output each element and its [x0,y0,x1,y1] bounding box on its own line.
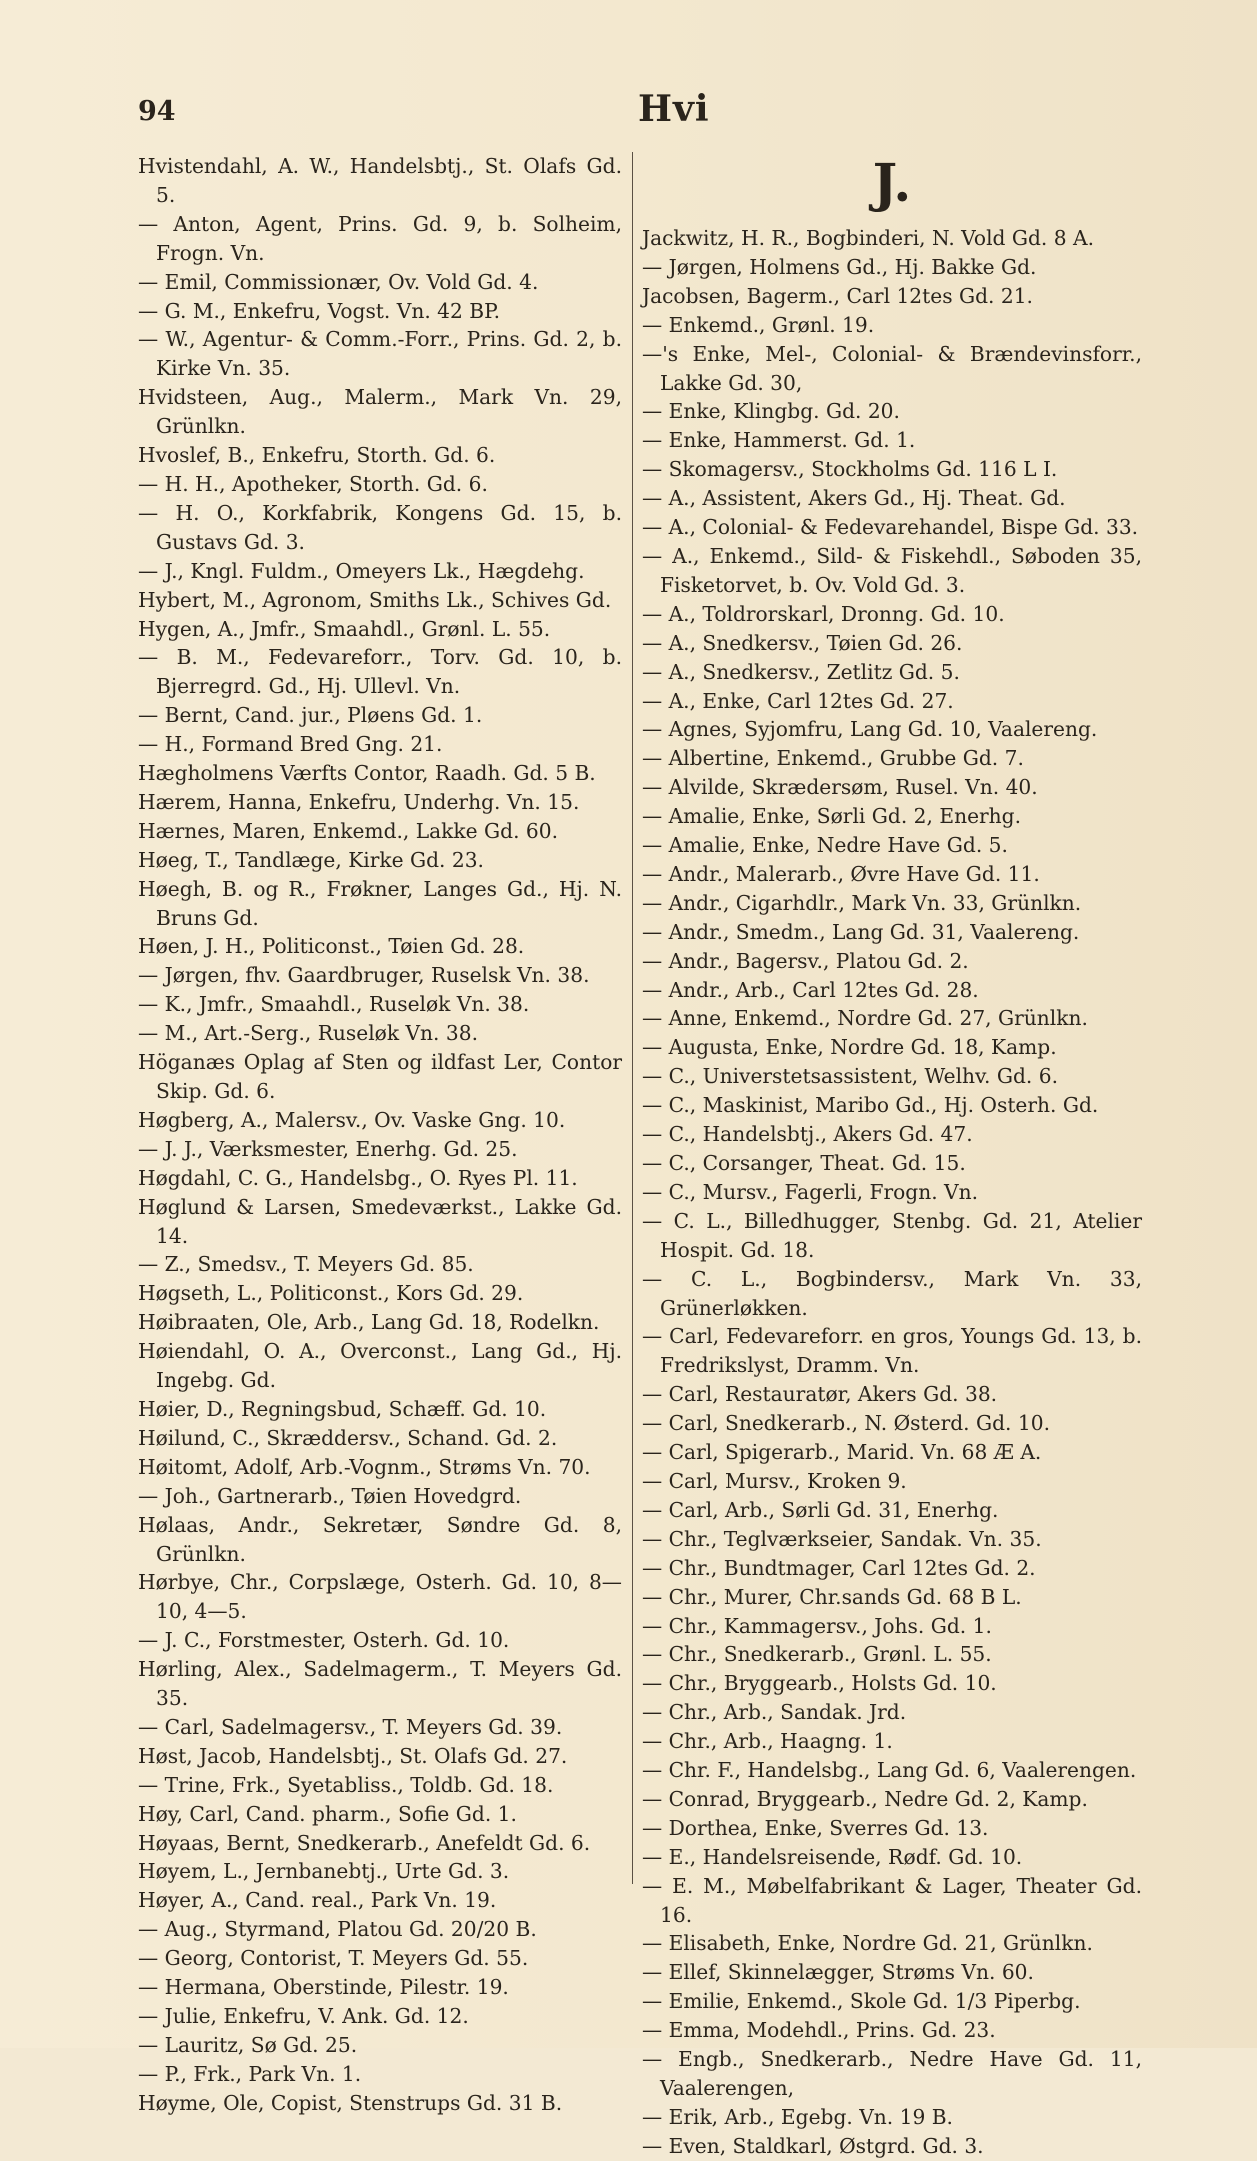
directory-entry: — Chr. F., Handelsbg., Lang Gd. 6, Vaalerengen. [642,1758,1137,1783]
directory-entry: — Augusta, Enke, Nordre Gd. 18, Kamp. [642,1035,1057,1060]
directory-entry: — Andr., Malerarb., Øvre Have Gd. 11. [642,861,1040,886]
directory-entry: — Albertine, Enkemd., Grubbe Gd. 7. [642,746,1024,771]
directory-entry: — G. M., Enkefru, Vogst. Vn. 42 BP. [138,298,501,323]
directory-entry: Høen, J. H., Politiconst., Tøien Gd. 28. [138,934,525,959]
directory-entry: Hørling, Alex., Sadelmagerm., T. Meyers Gd. 35. [138,1657,622,1711]
directory-entry: Høyaas, Bernt, Snedkerarb., Anefeldt Gd. 6. [138,1830,591,1855]
directory-entry: — Enke, Klingbg. Gd. 20. [642,399,900,424]
directory-entry: Hærem, Hanna, Enkefru, Underhg. Vn. 15. [138,789,580,814]
directory-entry: Høeg, T., Tandlæge, Kirke Gd. 23. [138,847,484,872]
directory-entry: — Agnes, Syjomfru, Lang Gd. 10, Vaalereng. [642,717,1098,742]
directory-entry: — Chr., Arb., Sandak. Jrd. [642,1700,907,1725]
directory-entry: — H., Formand Bred Gng. 21. [138,732,443,757]
page-header [138,88,1197,148]
directory-entry: — Carl, Snedkerarb., N. Østerd. Gd. 10. [642,1411,1050,1436]
directory-entry: Hygen, A., Jmfr., Smaahdl., Grønl. L. 55. [138,616,551,641]
directory-entry: — Anne, Enkemd., Nordre Gd. 27, Grünlkn. [642,1006,1088,1031]
directory-entry: — Chr., Arb., Haagng. 1. [642,1729,893,1754]
directory-entry: — A., Assistent, Akers Gd., Hj. Theat. Gd. [642,486,1066,511]
directory-entry: — J. C., Forstmester, Osterh. Gd. 10. [138,1628,510,1653]
directory-entry: — A., Colonial- & Fedevarehandel, Bispe Gd. 33. [642,515,1139,540]
directory-entry: — Trine, Frk., Syetabliss., Toldb. Gd. 18. [138,1772,554,1797]
left-column [138,152,622,2118]
directory-entry: — Alvilde, Skrædersøm, Rusel. Vn. 40. [642,775,1038,800]
directory-entry: — Carl, Fedevareforr. en gros, Youngs Gd. 13, b. Fredrikslyst, Dramm. Vn. [642,1324,1142,1378]
directory-entry: — Amalie, Enke, Nedre Have Gd. 5. [642,833,1008,858]
directory-entry: — A., Enkemd., Sild- & Fiskehdl., Søboden 35, Fisketorvet, b. Ov. Vold Gd. 3. [642,543,1142,597]
directory-entry: Jacobsen, Bagerm., Carl 12tes Gd. 21. [642,283,1033,308]
directory-entry: — M., Art.-Serg., Ruseløk Vn. 38. [138,1021,478,1046]
directory-entry: Høglund & Larsen, Smedeværkst., Lakke Gd. 14. [138,1194,622,1248]
directory-entry: — Jørgen, Holmens Gd., Hj. Bakke Gd. [642,254,1037,279]
directory-entry: Høyem, L., Jernbanebtj., Urte Gd. 3. [138,1859,510,1884]
directory-entry: — C. L., Bogbindersv., Mark Vn. 33, Grünerløkken. [642,1266,1142,1320]
section-letter-heading: J. [872,153,912,214]
directory-entry: — Emilie, Enkemd., Skole Gd. 1/3 Piperbg. [642,1989,1081,2014]
directory-entry: — Anton, Agent, Prins. Gd. 9, b. Solheim, Frogn. Vn. [138,211,622,265]
directory-entry: — Hermana, Oberstinde, Pilestr. 19. [138,1975,509,2000]
directory-entry: — Chr., Bryggearb., Holsts Gd. 10. [642,1671,997,1696]
directory-entry: — A., Snedkersv., Tøien Gd. 26. [642,630,963,655]
directory-entry: Høgseth, L., Politiconst., Kors Gd. 29. [138,1281,524,1306]
directory-entry: — Chr., Snedkerarb., Grønl. L. 55. [642,1642,992,1667]
directory-entry: — C., Maskinist, Maribo Gd., Hj. Osterh. Gd. [642,1093,1099,1118]
directory-entry: — Carl, Restauratør, Akers Gd. 38. [642,1382,998,1407]
directory-entry: — E. M., Møbelfabrikant & Lager, Theater Gd. 16. [642,1873,1142,1927]
directory-entry: — Emil, Commissionær, Ov. Vold Gd. 4. [138,269,539,294]
right-entries [642,224,1142,2161]
directory-entry: Høitomt, Adolf, Arb.-Vognm., Strøms Vn. 70. [138,1454,591,1479]
directory-entry: Hvidsteen, Aug., Malerm., Mark Vn. 29, Grünlkn. [138,385,622,439]
directory-entry: — P., Frk., Park Vn. 1. [138,2061,362,2086]
directory-entry: — Emma, Modehdl., Prins. Gd. 23. [642,2018,996,2043]
directory-entry: Høyer, A., Cand. real., Park Vn. 19. [138,1888,497,1913]
page-number: 94 [138,96,176,127]
directory-entry: Høier, D., Regningsbud, Schæff. Gd. 10. [138,1396,547,1421]
directory-entry: — Andr., Arb., Carl 12tes Gd. 28. [642,977,979,1002]
directory-entry: Høgdahl, C. G., Handelsbg., O. Ryes Pl. 11. [138,1165,578,1190]
directory-entry: — A., Snedkersv., Zetlitz Gd. 5. [642,659,960,684]
directory-entry: Hægholmens Værfts Contor, Raadh. Gd. 5 B. [138,761,596,786]
directory-entry: — A., Enke, Carl 12tes Gd. 27. [642,688,954,713]
directory-entry: — C., Handelsbtj., Akers Gd. 47. [642,1122,973,1147]
directory-entry: — Lauritz, Sø Gd. 25. [138,2032,358,2057]
right-column [642,152,1142,2161]
directory-entry: — Bernt, Cand. jur., Pløens Gd. 1. [138,703,483,728]
directory-entry: — Carl, Arb., Sørli Gd. 31, Enerhg. [642,1497,999,1522]
directory-entry: — E., Handelsreisende, Rødf. Gd. 10. [642,1844,1023,1869]
directory-entry: Høyme, Ole, Copist, Stenstrups Gd. 31 B. [138,2090,563,2115]
directory-entry: — Engb., Snedkerarb., Nedre Have Gd. 11, Vaalerengen, [642,2047,1142,2100]
directory-entry: — Enkemd., Grønl. 19. [642,312,875,337]
directory-entry: — Julie, Enkefru, V. Ank. Gd. 12. [138,2004,469,2028]
directory-entry: Hølaas, Andr., Sekretær, Søndre Gd. 8, Grünlkn. [138,1512,622,1566]
directory-entry: — C. L., Billedhugger, Stenbg. Gd. 21, Atelier Hospit. Gd. 18. [642,1208,1142,1262]
directory-entry: Høy, Carl, Cand. pharm., Sofie Gd. 1. [138,1801,517,1826]
directory-entry: — Carl, Sadelmagersv., T. Meyers Gd. 39. [138,1714,563,1739]
directory-entry: — Joh., Gartnerarb., Tøien Hovedgrd. [138,1483,522,1508]
directory-entry: — Skomagersv., Stockholms Gd. 116 L I. [642,457,1058,482]
directory-entry: — Chr., Teglværkseier, Sandak. Vn. 35. [642,1526,1042,1551]
directory-entry: — C., Mursv., Fagerli, Frogn. Vn. [642,1179,979,1204]
directory-entry: — W., Agentur- & Comm.-Forr., Prins. Gd. 2, b. Kirke Vn. 35. [138,327,622,381]
directory-entry: — Chr., Bundtmager, Carl 12tes Gd. 2. [642,1555,1036,1580]
directory-entry: — K., Jmfr., Smaahdl., Ruseløk Vn. 38. [138,992,530,1017]
directory-entry: — H. H., Apotheker, Storth. Gd. 6. [138,471,488,496]
directory-entry: Jackwitz, H. R., Bogbinderi, N. Vold Gd. 8 A. [642,226,1094,250]
directory-entry: — Erik, Arb., Egebg. Vn. 19 B. [642,2104,953,2129]
directory-entry: — Jørgen, fhv. Gaardbruger, Ruselsk Vn. 38. [138,963,590,988]
directory-entry: Høegh, B. og R., Frøkner, Langes Gd., Hj. N. Bruns Gd. [138,876,622,930]
directory-entry: Hørbye, Chr., Corpslæge, Osterh. Gd. 10, 8—10, 4—5. [138,1570,622,1624]
directory-entry: — C., Universtetsassistent, Welhv. Gd. 6. [642,1064,1059,1089]
directory-entry: Høgberg, A., Malersv., Ov. Vaske Gng. 10. [138,1107,566,1132]
directory-entry: — Amalie, Enke, Sørli Gd. 2, Enerhg. [642,804,1022,829]
directory-entry: — Chr., Murer, Chr.sands Gd. 68 B L. [642,1584,1022,1609]
directory-entry: Høilund, C., Skræddersv., Schand. Gd. 2. [138,1425,558,1450]
directory-entry: — Carl, Spigerarb., Marid. Vn. 68 Æ A. [642,1440,1042,1465]
directory-entry: Høst, Jacob, Handelsbtj., St. Olafs Gd. 27. [138,1743,568,1768]
directory-entry: — Enke, Hammerst. Gd. 1. [642,428,916,453]
directory-entry: — Georg, Contorist, T. Meyers Gd. 55. [138,1946,529,1971]
directory-entry: — Z., Smedsv., T. Meyers Gd. 85. [138,1252,474,1277]
running-head: Hvi [638,88,710,130]
directory-entry: — Chr., Kammagersv., Johs. Gd. 1. [642,1613,992,1638]
directory-entry: — Aug., Styrmand, Platou Gd. 20/20 B. [138,1917,537,1942]
directory-entry: Hvoslef, B., Enkefru, Storth. Gd. 6. [138,443,496,468]
directory-entry: — Carl, Mursv., Kroken 9. [642,1468,907,1493]
directory-entry: — Ellef, Skinnelægger, Strøms Vn. 60. [642,1960,1034,1985]
directory-entry: — A., Toldrorskarl, Dronng. Gd. 10. [642,601,1005,626]
directory-entry: —'s Enke, Mel-, Colonial- & Brændevinsforr., Lakke Gd. 30, [642,341,1142,395]
directory-entry: — Andr., Bagersv., Platou Gd. 2. [642,948,969,973]
directory-entry: — Conrad, Bryggearb., Nedre Gd. 2, Kamp. [642,1786,1088,1811]
directory-entry: — J., Kngl. Fuldm., Omeyers Lk., Hægdehg. [138,558,585,583]
column-divider [632,152,633,1884]
columns [138,152,1148,2158]
directory-entry: Hybert, M., Agronom, Smiths Lk., Schives Gd. [138,587,612,612]
directory-entry: — Dorthea, Enke, Sverres Gd. 13. [642,1815,989,1840]
directory-entry: — Even, Staldkarl, Østgrd. Gd. 3. [642,2133,984,2158]
directory-entry: Høibraaten, Ole, Arb., Lang Gd. 18, Rodelkn. [138,1310,600,1335]
directory-entry: — J. J., Værksmester, Enerhg. Gd. 25. [138,1136,518,1161]
directory-entry: — B. M., Fedevareforr., Torv. Gd. 10, b. Bjerregrd. Gd., Hj. Ullevl. Vn. [138,645,622,699]
directory-entry: — Andr., Smedm., Lang Gd. 31, Vaalereng. [642,919,1080,944]
directory-entry: Høiendahl, O. A., Overconst., Lang Gd., Hj. Ingebg. Gd. [138,1339,622,1393]
directory-entry: — H. O., Korkfabrik, Kongens Gd. 15, b. Gustavs Gd. 3. [138,500,622,554]
directory-entry: Hærnes, Maren, Enkemd., Lakke Gd. 60. [138,818,559,843]
directory-entry: — Andr., Cigarhdlr., Mark Vn. 33, Grünlkn. [642,890,1082,915]
directory-entry: Höganæs Oplag af Sten og ildfast Ler, Contor Skip. Gd. 6. [138,1050,622,1103]
directory-entry: — C., Corsanger, Theat. Gd. 15. [642,1151,966,1175]
directory-entry: Hvistendahl, A. W., Handelsbtj., St. Olafs Gd. 5. [138,154,622,207]
directory-entry: — Elisabeth, Enke, Nordre Gd. 21, Grünlkn. [642,1931,1093,1956]
